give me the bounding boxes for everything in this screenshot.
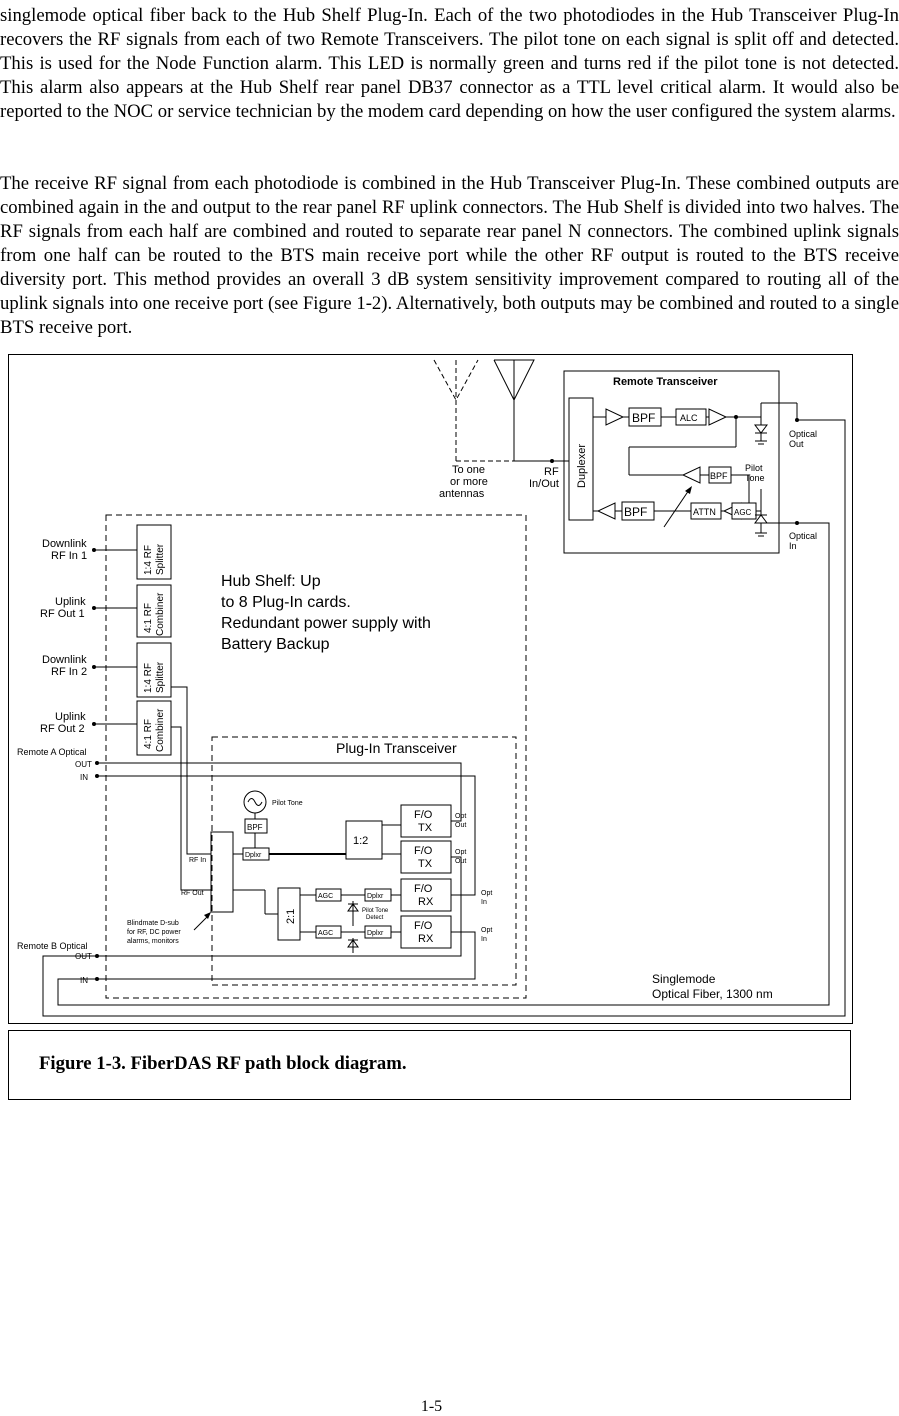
amplifier-icon — [598, 503, 615, 519]
antennas-label-2: or more — [450, 476, 488, 488]
body-paragraph-1: singlemode optical fiber back to the Hub Shelf Plug-In. Each of the two photodiodes in the Hub Transceiver Plug-In recovers the RF signals from each of two Remote Transceivers. The pilot tone on each signal is split off and detected. This is used for the Node Function alarm. This LED is normally green and turns red if the pilot tone is not detected. This alarm also appears at the Hub Shelf rear panel DB37 connector as a TTL level critical alarm. It would also be reported to the NOC or service technician by the modem card depending on how the user configured the system alarms. — [0, 5, 899, 122]
splitter-1-label-1: 1:4 RF — [143, 544, 154, 575]
dsub-label-2: for RF, DC power — [127, 929, 181, 936]
remote-a-optical-label: Remote A Optical — [17, 747, 87, 757]
combiner-1-label-2: Combiner — [155, 592, 166, 636]
block-diagram-figure — [8, 354, 853, 1024]
dsub-label-3: alarms, monitors — [127, 938, 179, 945]
rf-inout-label-1: RF — [544, 466, 559, 478]
rf-path-block-diagram — [9, 355, 854, 1025]
remote-b-out-label: OUT — [75, 952, 92, 961]
agc-uplink-1-label: AGC — [318, 893, 334, 900]
opt-out-1-label-2: Out — [455, 822, 467, 829]
hub-shelf-label-2: to 8 Plug-In cards. — [221, 594, 351, 611]
rf-in-label: RF In — [189, 857, 207, 864]
combiner-1-label-1: 4:1 RF — [143, 602, 154, 633]
body-paragraph-2: The receive RF signal from each photodiode is combined in the Hub Transceiver Plug-In. These combined outputs are combined again in the and output to the rear panel RF uplink connectors. The Hub Shelf is divided into two halves. The RF signals from each half are combined and routed to separate rear panel N connectors. The combined uplink signals from one half can be routed to the BTS main receive port while the other RF output is routed to the BTS receive diversity port. This method provides an overall 3 dB system sensitivity improvement compared to routing all of the uplink signals into one receive port (see Figure 1-2). Alternatively, both outputs may be combined and routed to a single BTS receive port. — [0, 173, 899, 338]
bpf-plugin-label: BPF — [247, 823, 263, 832]
remote-b-in-label: IN — [80, 976, 88, 985]
photodiode-icon — [755, 515, 767, 523]
splitter-2-label-2: Splitter — [155, 661, 166, 693]
uplink-1-label-1: Uplink — [55, 596, 86, 608]
splitter-2-label-1: 1:4 RF — [143, 662, 154, 693]
fiber-label-2: Optical Fiber, 1300 nm — [652, 987, 773, 1001]
optical-in-label-2: In — [789, 541, 797, 551]
agc-uplink-2-label: AGC — [318, 930, 334, 937]
fo-rx-1-label-2: RX — [418, 896, 434, 908]
laser-diode-icon — [755, 425, 767, 433]
hub-shelf-label-4: Battery Backup — [221, 636, 330, 653]
combiner-2-label-2: Combiner — [155, 708, 166, 752]
figure-caption-box — [8, 1030, 851, 1100]
pilot-tone-label-1: Pilot — [745, 463, 763, 473]
optical-out-label-2: Out — [789, 439, 804, 449]
opt-out-2-label-1: Opt — [455, 849, 467, 856]
pilot-tone-label-2: Tone — [745, 473, 765, 483]
alc-label: ALC — [680, 413, 698, 423]
uplink-1-label-2: RF Out 1 — [40, 608, 85, 620]
amplifier-icon — [606, 409, 623, 425]
downlink-2-label-1: Downlink — [42, 654, 87, 666]
agc-label: AGC — [734, 508, 752, 517]
opt-in-2-label-1: Opt — [481, 927, 493, 934]
opt-in-1-label-1: Opt — [481, 890, 493, 897]
opt-out-2-label-2: Out — [455, 858, 467, 865]
combiner-2-label-1: 4:1 RF — [143, 718, 154, 749]
attn-arrow — [664, 490, 689, 527]
page-number: 1-5 — [420, 1398, 443, 1415]
plugin-transceiver-label: Plug-In Transceiver — [336, 740, 457, 756]
downlink-2-label-2: RF In 2 — [51, 666, 88, 678]
bpf-upper-label: BPF — [632, 411, 656, 425]
remote-b-optical-label: Remote B Optical — [17, 941, 88, 951]
opt-in-1-label-2: In — [481, 899, 487, 906]
fo-rx-2-label-1: F/O — [414, 920, 433, 932]
pilot-detect-label-2: Detect — [366, 915, 384, 921]
dplxr-uplink-1-label: Dplxr — [367, 893, 384, 900]
rf-inout-label-2: In/Out — [529, 478, 559, 490]
dplxr-downlink-label: Dplxr — [245, 852, 262, 859]
fo-tx-1-label-2: TX — [418, 822, 433, 834]
remote-a-out-label: OUT — [75, 760, 92, 769]
optical-in-label-1: Optical — [789, 531, 818, 541]
hub-shelf-label-3: Redundant power supply with — [221, 615, 431, 632]
duplexer-label: Duplexer — [576, 443, 588, 488]
amplifier-icon — [683, 467, 700, 483]
dplxr-uplink-2-label: Dplxr — [367, 930, 384, 937]
hub-shelf-label-1: Hub Shelf: Up — [221, 573, 321, 590]
downlink-1-label-2: RF In 1 — [51, 550, 88, 562]
combiner-2-1-label: 2:1 — [285, 908, 297, 924]
downlink-1-label-1: Downlink — [42, 538, 87, 550]
fo-rx-2-label-2: RX — [418, 933, 434, 945]
fo-tx-1-label-1: F/O — [414, 809, 433, 821]
bpf-pilot-label: BPF — [710, 471, 728, 481]
remote-transceiver-label: Remote Transceiver — [613, 376, 718, 388]
fo-tx-2-label-1: F/O — [414, 845, 433, 857]
bpf-lower-label: BPF — [624, 505, 648, 519]
opt-in-2-label-2: In — [481, 936, 487, 943]
amplifier-icon — [709, 409, 726, 425]
antennas-label-3: antennas — [439, 488, 485, 500]
remote-transceiver-box — [564, 371, 779, 553]
pilot-detect-label-1: Pilot Tone — [362, 908, 389, 914]
attn-label: ATTN — [693, 507, 716, 517]
uplink-2-label-1: Uplink — [55, 711, 86, 723]
optical-out-label-1: Optical — [789, 429, 818, 439]
dsub-label-1: Blindmate D-sub — [127, 920, 179, 927]
backplane-connector — [211, 832, 233, 912]
rf-out-label: RF Out — [181, 890, 204, 897]
antennas-label-1: To one — [452, 464, 486, 476]
pilot-tone-small-label: Pilot Tone — [272, 800, 303, 807]
fiber-label-1: Singlemode — [652, 972, 716, 986]
remote-a-in-label: IN — [80, 773, 88, 782]
figure-caption: Figure 1-3. FiberDAS RF path block diagram. — [39, 1053, 407, 1074]
fo-rx-1-label-1: F/O — [414, 883, 433, 895]
fo-tx-2-label-2: TX — [418, 858, 433, 870]
splitter-1-label-2: Splitter — [155, 543, 166, 575]
opt-out-1-label-1: Opt — [455, 813, 467, 820]
plugin-transceiver-box — [212, 737, 516, 985]
uplink-2-label-2: RF Out 2 — [40, 723, 85, 735]
splitter-1-2-label: 1:2 — [353, 835, 369, 847]
